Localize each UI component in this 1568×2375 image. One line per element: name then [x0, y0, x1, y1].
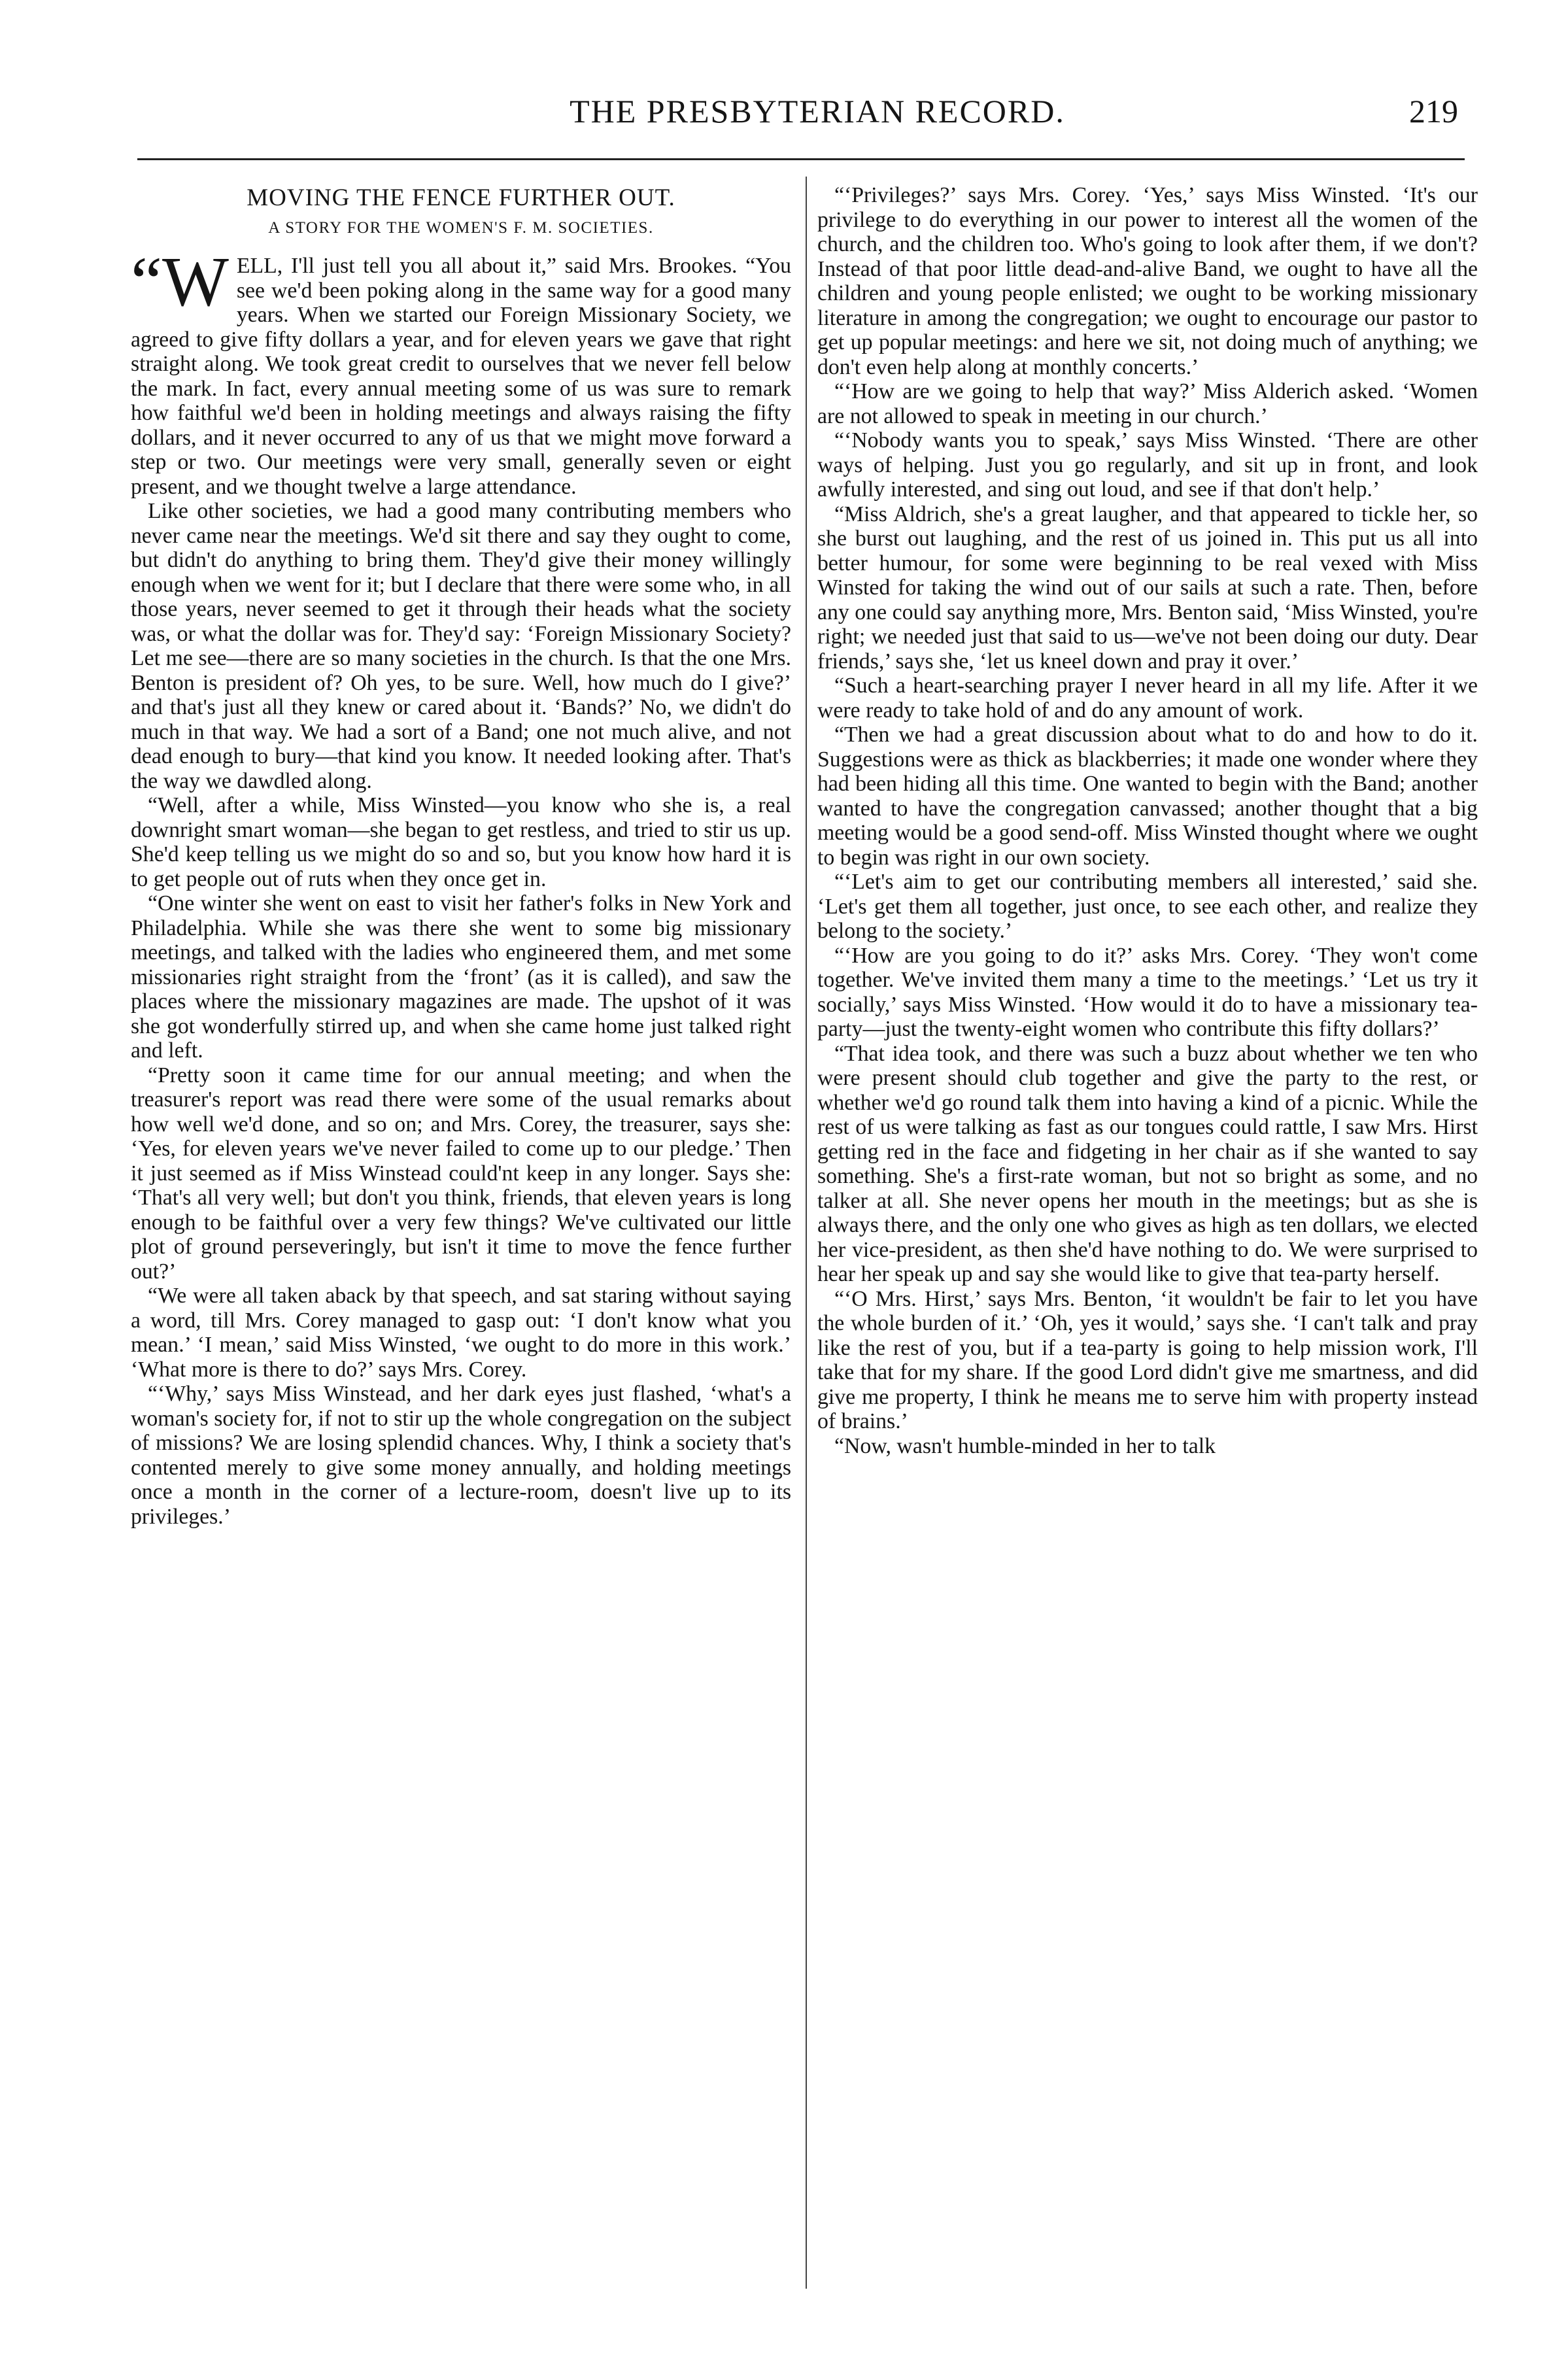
- article-paragraph: Like other societies, we had a good many contributing members who never came near the meetings. We'd sit there and say they ought to come, but didn't do anything to bring them. They'd give their money willingly enough when we went for it; but I declare that there were some who, in all those years, never seemed to get it through their heads what the society was, or what the dollar was for. They'd say: ‘Foreign Missionary Society? Let me see—there are so many societies in the church. Is that the one Mrs. Benton is president of? Oh yes, to be sure. Well, how much do I give?’ and that's just all they knew or cared about it. ‘Bands?’ No, we didn't do much in that way. We had a sort of a Band; one not much alive, and not dead enough to bury—that kind you know. It needed looking after. That's the way we dawdled along.: [131, 499, 791, 793]
- article-paragraph: “Miss Aldrich, she's a great laugher, and that appeared to tickle her, so she burst out laughing, and the rest of us joined in. This put us all into better humour, for some were beginning to be real vexed with Miss Winsted for taking the wind out of our sails at such a rate. Then, before any one could say anything more, Mrs. Benton said, ‘Miss Winsted, you're right; we needed just that said to us—we've not been doing our duty. Dear friends,’ says she, ‘let us kneel down and pray it over.’: [817, 502, 1478, 674]
- left-column: [131, 183, 791, 1529]
- header-rule: [137, 158, 1465, 160]
- paragraph-text: ELL, I'll just tell you all about it,” said Mrs. Brookes. “You see we'd been poking along in the same way for a good many years. When we started our Foreign Missionary Society, we agreed to give fifty dollars a year, and for eleven years we gave that right straight along. We took great credit to ourselves that we never fell below the mark. In fact, every annual meeting some of us was sure to remark how faithful we'd been in holding meetings and always raising the fifty dollars, and it never occurred to any of us that we might move forward a step or two. Our meetings were very small, generally seven or eight present, and we thought twelve a large attendance.: [131, 254, 791, 499]
- article-paragraph: “Now, wasn't humble-minded in her to talk: [834, 1433, 1216, 1458]
- article-paragraph: [131, 243, 791, 499]
- article-paragraph: “Then we had a great discussion about what to do and how to do it. Suggestions were as thick as blackberries; it made one wonder where they had been hiding all this time. One wanted to begin with the Band; another wanted to have the congregation canvassed; another thought that a big meeting would be a good send-off. Miss Winsted thought where we ought to begin was right in our own society.: [817, 723, 1478, 870]
- drop-cap: [131, 243, 229, 321]
- article-paragraph: “Well, after a while, Miss Winsted—you know who she is, a real downright smart woman—she began to get restless, and tried to stir us up. She'd keep telling us we might do so and so, but you know how hard it is to get people out of ruts when they once get in.: [131, 793, 791, 891]
- article-paragraph: “That idea took, and there was such a buzz about whether we ten who were present should club together and give the party to the rest, or whether we'd go round talk them into having a kind of a picnic. While the rest of us were talking as fast as our tongues could rattle, I saw Mrs. Hirst getting red in the face and fidgeting in her chair as if she wanted to say something. She's a first-rate woman, but not so bright as some, and no talker at all. She never opens her mouth in the meetings; but as she is always there, and the only one who gives as high as ten dollars, we elected her vice-president, as then she'd have nothing to do. We were surprised to hear her speak up and say she would like to give that tea-party herself.: [817, 1041, 1478, 1286]
- drop-cap-letter: W: [162, 243, 229, 321]
- article-paragraph: “‘Nobody wants you to speak,’ says Miss Winsted. ‘There are other ways of helping. Just you go regularly, and sit up in front, and look awfully interested, and sing out loud, and see if that don't help.’: [817, 428, 1478, 502]
- running-head: THE PRESBYTERIAN RECORD.: [570, 93, 1065, 129]
- article-paragraph: “One winter she went on east to visit her father's folks in New York and Philadelphia. While she was there she went to some big missionary meetings, and talked with the ladies who engineered them, and met some missionaries right straight from the ‘front’ (as it is called), and saw the places where the missionary magazines are made. The upshot of it was she got wonderfully stirred up, and when she came home just talked right and left.: [131, 891, 791, 1063]
- page-number: 219: [1409, 93, 1458, 129]
- article-paragraph: “‘Why,’ says Miss Winstead, and her dark eyes just flashed, ‘what's a woman's society for, if not to stir up the whole congregation on the subject of missions? We are losing splendid chances. Why, I think a society that's contented merely to give some money annually, and holding meetings once a month in the corner of a lecture-room, doesn't live up to its privileges.’: [131, 1382, 791, 1529]
- article-paragraph: “‘Let's aim to get our contributing members all interested,’ said she. ‘Let's get them all together, just once, to see each other, and realize they belong to the society.’: [817, 870, 1478, 943]
- article-paragraph: “‘Privileges?’ says Mrs. Corey. ‘Yes,’ says Miss Winsted. ‘It's our privilege to do everything in our power to interest all the women of the church, and the children too. Who's going to look after them, if we don't? Instead of that poor little dead-and-alive Band, we ought to have all the children and young people enlisted; we ought to be working missionary literature in among the congregation; we ought to encourage our pastor to get up popular meetings: and here we sit, not doing much of anything; we don't even help along at monthly concerts.’: [817, 183, 1478, 379]
- article-paragraph: “We were all taken aback by that speech, and sat staring without saying a word, till Mrs. Corey managed to gasp out: ‘I don't know what you mean.’ ‘I mean,’ said Miss Winsted, ‘we ought to do more in this work.’ ‘What more is there to do?’ says Mrs. Corey.: [131, 1284, 791, 1382]
- opening-quote: “: [131, 243, 162, 321]
- article-subtitle: A STORY FOR THE WOMEN'S F. M. SOCIETIES.: [268, 219, 654, 237]
- article-paragraph: “‘O Mrs. Hirst,’ says Mrs. Benton, ‘it wouldn't be fair to let you have the whole burden of it.’ ‘Oh, yes it would,’ says she. ‘I can't talk and pray like the rest of you, but if a tea-party is going to help mission work, I'll take that for my share. If the good Lord didn't give me smartness, and did give me property, I think he means me to serve him with property instead of brains.’: [817, 1286, 1478, 1433]
- column-divider: [806, 177, 807, 2289]
- article-paragraph: “Such a heart-searching prayer I never heard in all my life. After it we were ready to take hold of and do any amount of work.: [817, 674, 1478, 723]
- article-paragraph: “‘How are you going to do it?’ asks Mrs. Corey. ‘They won't come together. We've invited them many a time to the meetings.’ ‘Let us try it socially,’ says Miss Winsted. ‘How would it do to have a missionary tea-party—just the twenty-eight women who contribute this fifty dollars?’: [817, 943, 1478, 1041]
- article-paragraph: “Pretty soon it came time for our annual meeting; and when the treasurer's report was read there were some of the usual remarks about how well we'd done, and so on; and Mrs. Corey, the treasurer, says she: ‘Yes, for eleven years we've never failed to come up to our pledge.’ Then it just seemed as if Miss Winstead could'nt keep in any longer. Says she: ‘That's all very well; but don't you think, friends, that eleven years is long enough to be faithful over a very few things? We've cultivated our little plot of ground perseveringly, but isn't it time to move the fence further out?’: [131, 1063, 791, 1284]
- article-paragraph: “‘How are we going to help that way?’ Miss Alderich asked. ‘Women are not allowed to speak in meeting in our church.’: [817, 379, 1478, 428]
- right-column: [817, 183, 1478, 1458]
- article-title: MOVING THE FENCE FURTHER OUT.: [247, 184, 675, 211]
